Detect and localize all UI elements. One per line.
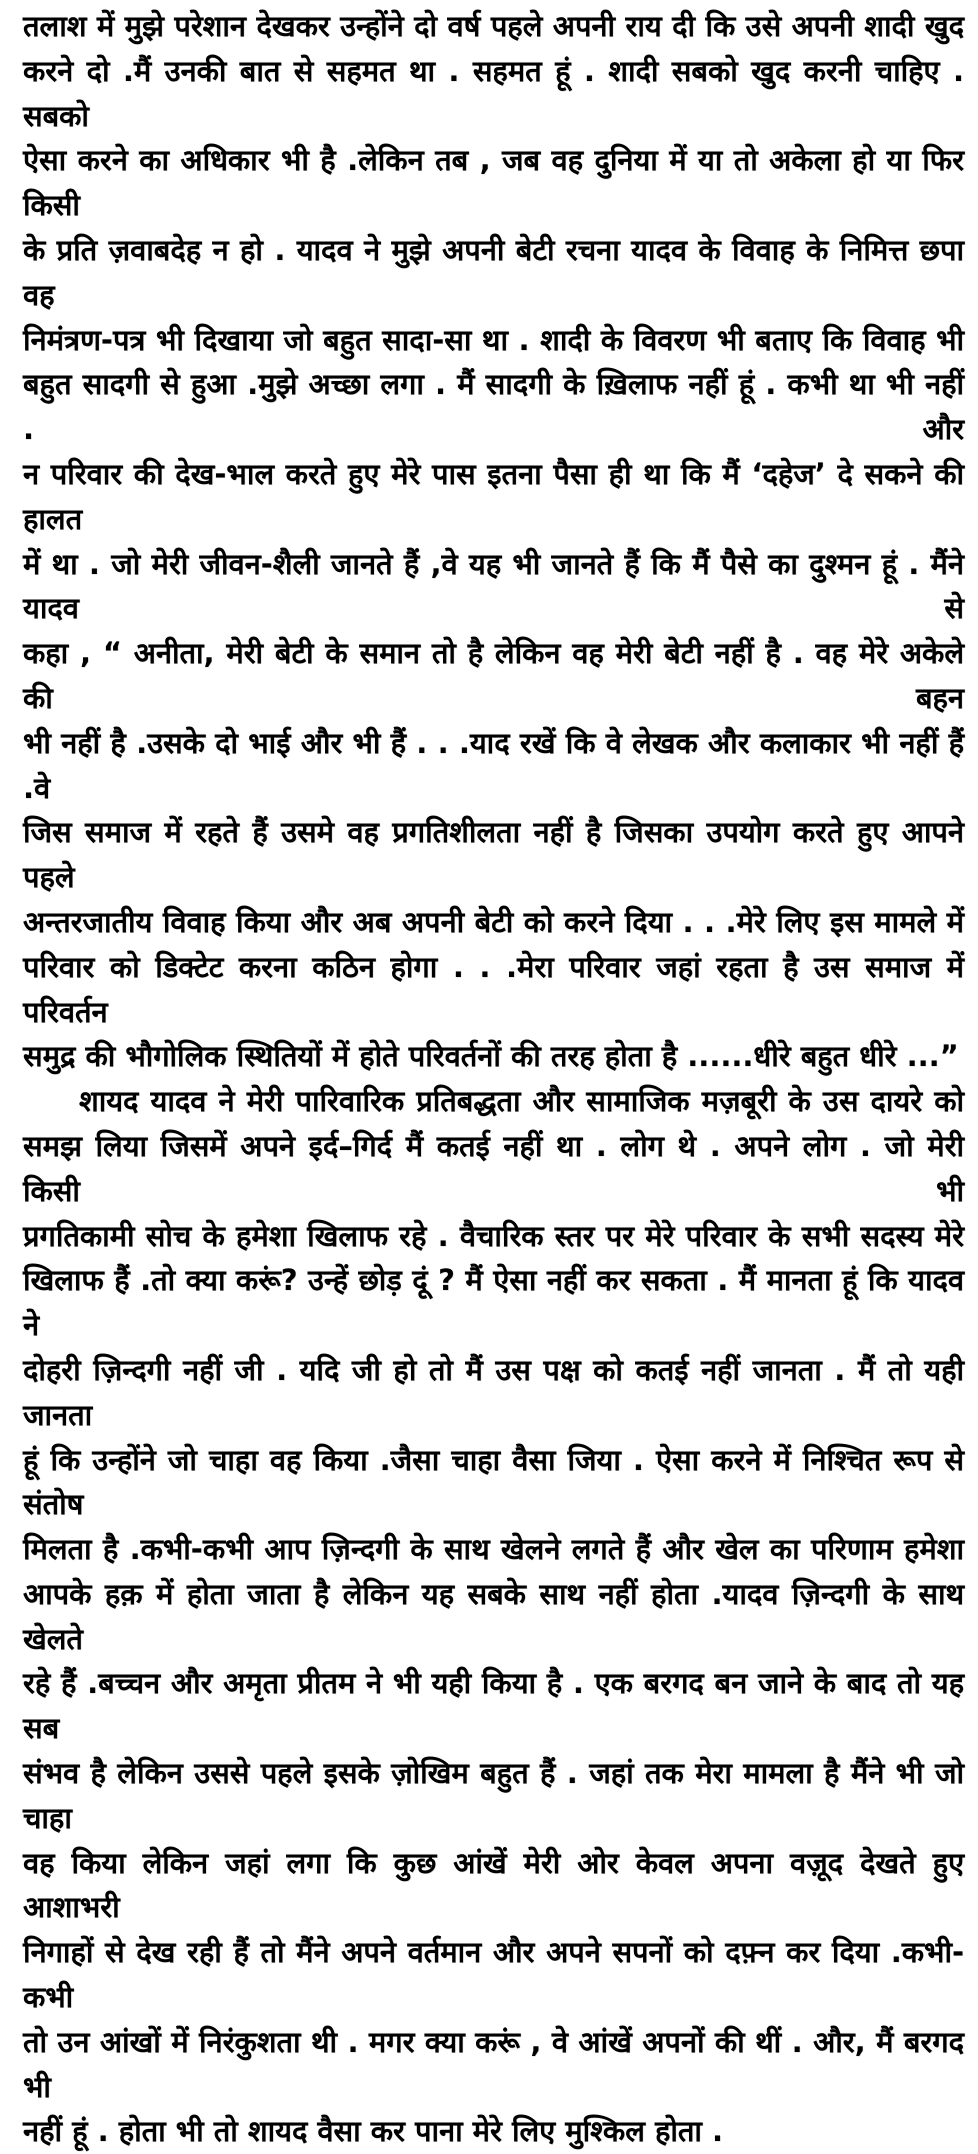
text-line: करने दो .मैं उनकी बात से सहमत था . सहमत हूं . शादी सबको खुद करनी चाहिए . सबको: [23, 53, 964, 133]
text-line: शायद यादव ने मेरी पारिवारिक प्रतिबद्धता और सामाजिक मज़बूरी के उस दायरे को: [79, 1084, 964, 1119]
paragraph: [23, 4, 964, 1079]
text-line: खिलाफ हैं .तो क्या करूं? उन्हें छोड़ दूं ? मैं ऐसा नहीं कर सकता . मैं मानता हूं कि यादव ने: [23, 1263, 964, 1343]
text-line: समुद्र की भौगोलिक स्थितियों में होते परिवर्तनों की तरह होता है ......धीरे बहुत धीरे ...”: [23, 1039, 959, 1074]
text-line: कहा , “ अनीता, मेरी बेटी के समान तो है लेकिन वह मेरी बेटी नहीं है . वह मेरे अकेले की बहन: [23, 636, 964, 715]
text-line: भी नहीं है .उसके दो भाई और भी हैं . . .याद रखें कि वे लेखक और कलाकार भी नहीं हैं .वे: [23, 725, 964, 805]
text-line: नहीं हूं . होता भी तो शायद वैसा कर पाना मेरे लिए मुश्किल होता .: [23, 2114, 724, 2149]
text-line: जिस समाज में रहते हैं उसमे वह प्रगतिशीलता नहीं है जिसका उपयोग करते हुए आपने पहले: [23, 815, 964, 895]
text-content: [23, 4, 964, 2154]
text-line: परिवार को डिक्टेट करना कठिन होगा . . .मेरा परिवार जहां रहता है उस समाज में परिवर्तन: [23, 949, 964, 1029]
text-line: के प्रति ज़वाबदेह न हो . यादव ने मुझे अपनी बेटी रचना यादव के विवाह के निमित्त छपा वह: [23, 232, 964, 312]
text-line: प्रगतिकामी सोच के हमेशा खिलाफ रहे . वैचारिक स्तर पर मेरे परिवार के सभी सदस्य मेरे: [23, 1218, 964, 1253]
text-line: तो उन आंखों में निरंकुशता थी . मगर क्या करूं , वे आंखें अपनों की थीं . और, मैं बरगद भी: [23, 2024, 964, 2104]
text-line: अन्तरजातीय विवाह किया और अब अपनी बेटी को करने दिया . . .मेरे लिए इस मामले में: [23, 904, 964, 939]
text-line: तलाश में मुझे परेशान देखकर उन्होंने दो वर्ष पहले अपनी राय दी कि उसे अपनी शादी खुद: [23, 9, 964, 43]
text-line: आपके हक़ में होता जाता है लेकिन यह सबके साथ नहीं होता .यादव ज़िन्दगी के साथ खेलते: [23, 1576, 964, 1656]
text-line: संभव है लेकिन उससे पहले इसके ज़ोखिम बहुत हैं . जहां तक मेरा मामला है मैंने भी जो चाहा: [23, 1756, 964, 1835]
paragraph: [23, 1079, 964, 2154]
text-line: निगाहों से देख रही हैं तो मैंने अपने वर्तमान और अपने सपनों को दफ़्न कर दिया .कभी-कभी: [23, 1935, 964, 2015]
text-line: मिलता है .कभी-कभी आप ज़िन्दगी के साथ खेलने लगते हैं और खेल का परिणाम हमेशा: [23, 1532, 964, 1567]
text-line: वह किया लेकिन जहां लगा कि कुछ आंखें मेरी ओर केवल अपना वज़ूद देखते हुए आशाभरी: [23, 1845, 964, 1925]
text-line: हूं कि उन्होंने जो चाहा वह किया .जैसा चाहा वैसा जिया . ऐसा करने में निश्चित रूप से संतोष: [23, 1442, 964, 1522]
text-line: रहे हैं .बच्चन और अमृता प्रीतम ने भी यही किया है . एक बरगद बन जाने के बाद तो यह सब: [23, 1666, 964, 1746]
text-line: में था . जो मेरी जीवन-शैली जानते हैं ,वे यह भी जानते हैं कि मैं पैसे का दुश्मन हूं . मैंने यादव से: [23, 546, 964, 626]
text-line: दोहरी ज़िन्दगी नहीं जी . यदि जी हो तो मैं उस पक्ष को कतई नहीं जानता . मैं तो यही जानता: [23, 1352, 964, 1432]
text-line: समझ लिया जिसमें अपने इर्द–गिर्द मैं कतई नहीं था . लोग थे . अपने लोग . जो मेरी किसी भी: [23, 1128, 964, 1208]
text-line: न परिवार की देख-भाल करते हुए मेरे पास इतना पैसा ही था कि मैं ‘दहेज’ दे सकने की हालत: [23, 456, 964, 536]
text-line: बहुत सादगी से हुआ .मुझे अच्छा लगा . मैं सादगी के ख़िलाफ नहीं हूं . कभी था भी नहीं . और: [23, 367, 964, 447]
text-line: ऐसा करने का अधिकार भी है .लेकिन तब , जब वह दुनिया में या तो अकेला हो या फिर किसी: [23, 143, 964, 223]
text-line: निमंत्रण-पत्र भी दिखाया जो बहुत सादा-सा था . शादी के विवरण भी बताए कि विवाह भी: [23, 322, 964, 357]
